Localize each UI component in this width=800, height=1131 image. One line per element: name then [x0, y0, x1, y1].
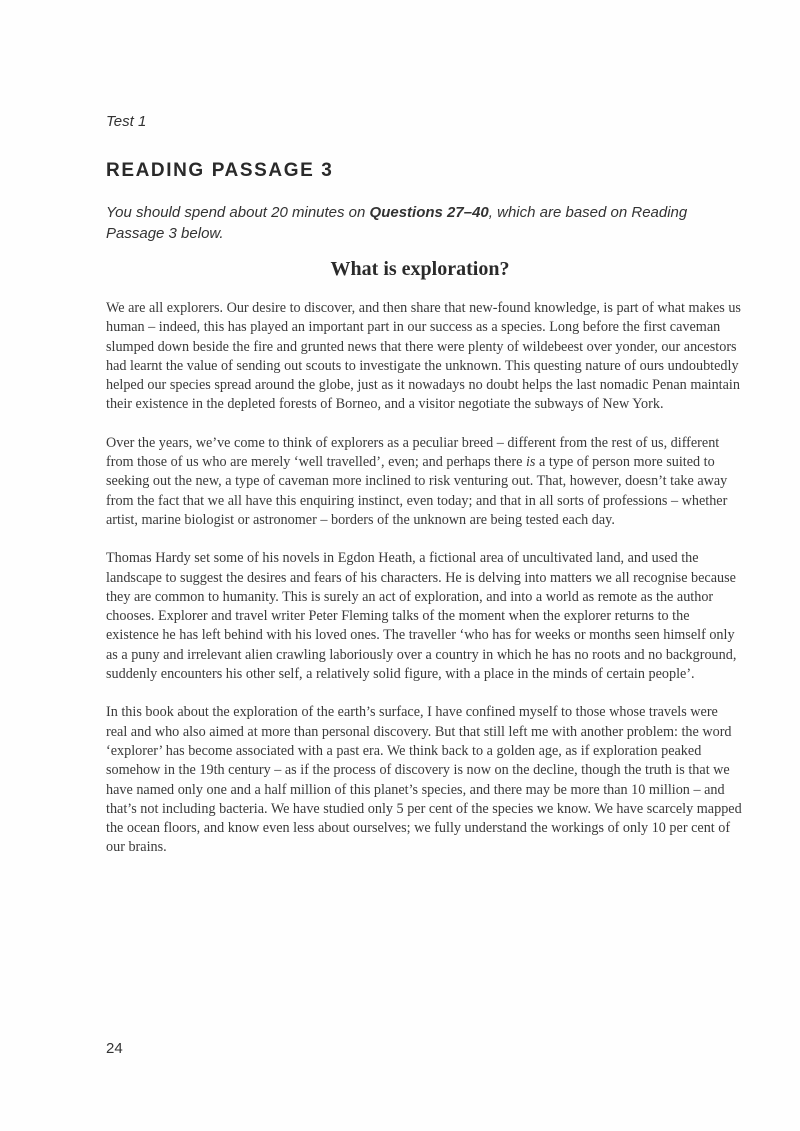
- paragraph-2-emphasis: is: [525, 454, 536, 471]
- paragraph-2-start: Over the years, we’ve come to think of explorers as a peculiar breed – different from the rest of us, different from those of us who are merely ‘well travelled’, even; and perhaps there: [106, 434, 720, 471]
- paragraph-3: Thomas Hardy set some of his novels in Egdon Heath, a fictional area of uncultivated land, and used the landscape to suggest the desires and fears of his characters. He is delving into matters we all recognise because they are common to humanity. This is surely an act of exploration, and into a world as remote as the author chooses. Explorer and travel writer Peter Fleming talks of the moment when the explorer returns to the existence he has left behind with his loved ones. The traveller ‘who has for weeks or months seen himself only as a puny and irrelevant alien crawling laboriously over a country in which he has no roots and no background, suddenly encounters his other self, a relatively solid figure, with a place in the minds of certain people’.: [106, 550, 737, 683]
- instructions-questions: Questions 27–40: [369, 204, 489, 221]
- page-number: 24: [106, 1040, 123, 1057]
- paragraph-4: In this book about the exploration of the earth’s surface, I have confined myself to those whose travels were real and who also aimed at more than personal discovery. But that still left me with another problem: the word ‘explorer’ has become associated with a past era. We think back to a golden age, as if exploration peaked somehow in the 19th century – as if the process of discovery is now on the decline, though the truth is that we have named only one and a half million of this planet’s species, and there may be more than 10 million – and that’s not including bacteria. We have studied only 5 per cent of the species we know. We have scarcely mapped the ocean floors, and know even less about ourselves; we fully understand the workings of only 10 per cent of our brains.: [106, 704, 742, 856]
- instructions: [106, 202, 746, 244]
- paragraph-2-end: a type of person more suited to seeking out the new, a type of caveman more inclined to risk venturing out. That, however, doesn’t take away from the fact that we all have this enquiring instinct, even today; and that in all sorts of professions – whether artist, marine biologist or astronomer – borders of the unknown are being tested each day.: [106, 454, 728, 528]
- article-title: What is exploration?: [330, 258, 510, 280]
- test-label: Test 1: [106, 113, 147, 130]
- instructions-suffix: , which are based on Reading Passage 3 below.: [106, 204, 688, 242]
- instructions-prefix: You should spend about 20 minutes on: [106, 204, 370, 221]
- paragraph-2: [106, 434, 742, 530]
- paragraph-1: We are all explorers. Our desire to discover, and then share that new-found knowledge, is part of what makes us human – indeed, this has played an important part in our success as a species. Long before the first caveman slumped down beside the fire and grunted news that there were plenty of wildebeest over yonder, our ancestors had learnt the value of sending out scouts to investigate the unknown. This questing nature of ours undoubtedly helped our species spread around the globe, just as it nowadays no doubt helps the last nomadic Penan maintain their existence in the depleted forests of Borneo, and a visitor negotiate the subways of New York.: [106, 300, 741, 413]
- passage-title: READING PASSAGE 3: [106, 160, 334, 181]
- article-body: [106, 299, 742, 877]
